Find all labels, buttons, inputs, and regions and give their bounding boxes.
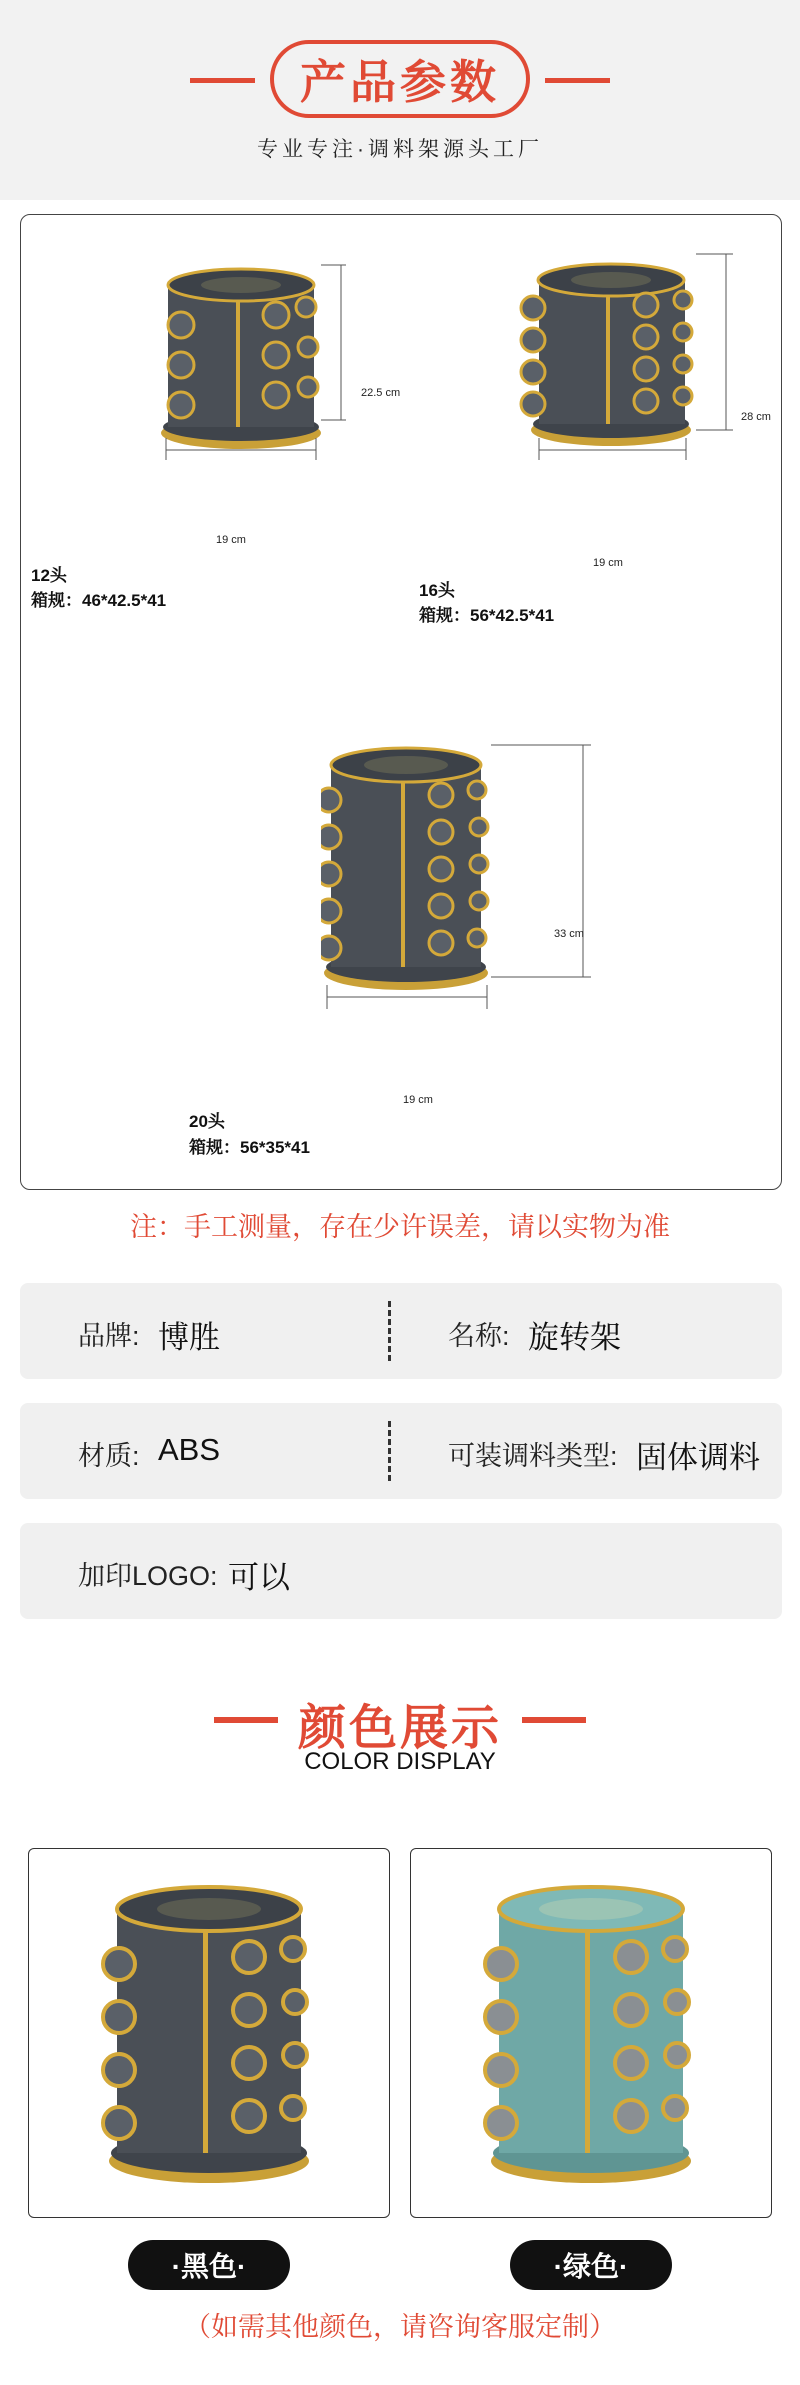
brand-label: 品牌: xyxy=(78,1321,140,1351)
product-12-image xyxy=(126,255,366,465)
model-20-heads: 20头 xyxy=(189,1112,225,1131)
dimension-height-16: 28 cm xyxy=(741,411,771,423)
model-16-heads: 16头 xyxy=(419,581,455,600)
type-value: 固体调料 xyxy=(636,1440,760,1475)
dimension-height-12: 22.5 cm xyxy=(361,387,401,399)
model-12-carton: 箱规：46*42.5*41 xyxy=(31,591,167,610)
material-label: 材质: xyxy=(78,1441,140,1471)
page-title: 产品参数 xyxy=(270,40,530,118)
model-12-heads: 12头 xyxy=(31,566,67,585)
logo-label: 加印LOGO: xyxy=(78,1561,218,1591)
model-16-carton: 箱规：56*42.5*41 xyxy=(419,606,555,625)
color-tag-black: ·黑色· xyxy=(128,2240,290,2290)
dimension-width-16: 19 cm xyxy=(593,557,623,569)
page-subtitle: 专业专注·调料架源头工厂 xyxy=(257,138,543,161)
spec-row-brand-name xyxy=(20,1283,782,1379)
color-card-green xyxy=(410,1848,772,2218)
color-section-title: 颜色展示 xyxy=(297,1702,502,1755)
custom-color-note: （如需其他颜色，请咨询客服定制） xyxy=(184,2312,616,2342)
measurement-note: 注：手工测量，存在少许误差，请以实物为准 xyxy=(130,1212,670,1242)
black-variant-image xyxy=(89,1869,329,2199)
dimension-width-12: 19 cm xyxy=(216,534,246,546)
header-right-rule xyxy=(545,78,610,83)
header-left-rule xyxy=(190,78,255,83)
green-variant-image xyxy=(471,1869,711,2199)
spec-divider xyxy=(388,1301,391,1361)
model-20-carton: 箱规：56*35*41 xyxy=(189,1138,310,1157)
product-16-image xyxy=(511,250,751,480)
dimension-height-20: 33 cm xyxy=(554,928,584,940)
name-value: 旋转架 xyxy=(528,1320,621,1355)
product-20-image xyxy=(321,725,621,1025)
color-tag-green: ·绿色· xyxy=(510,2240,672,2290)
brand-value: 博胜 xyxy=(158,1320,220,1355)
material-value: ABS xyxy=(158,1432,221,1467)
spec-divider xyxy=(388,1421,391,1481)
logo-value: 可以 xyxy=(228,1560,290,1595)
dimension-width-20: 19 cm xyxy=(403,1094,433,1106)
spec-row-material-type xyxy=(20,1403,782,1499)
color-card-black xyxy=(28,1848,390,2218)
type-label: 可装调料类型: xyxy=(448,1441,618,1471)
dimensions-panel xyxy=(20,214,782,1190)
name-label: 名称: xyxy=(448,1321,510,1351)
color-section-subtitle: COLOR DISPLAY xyxy=(304,1748,496,1775)
spec-row-logo xyxy=(20,1523,782,1619)
